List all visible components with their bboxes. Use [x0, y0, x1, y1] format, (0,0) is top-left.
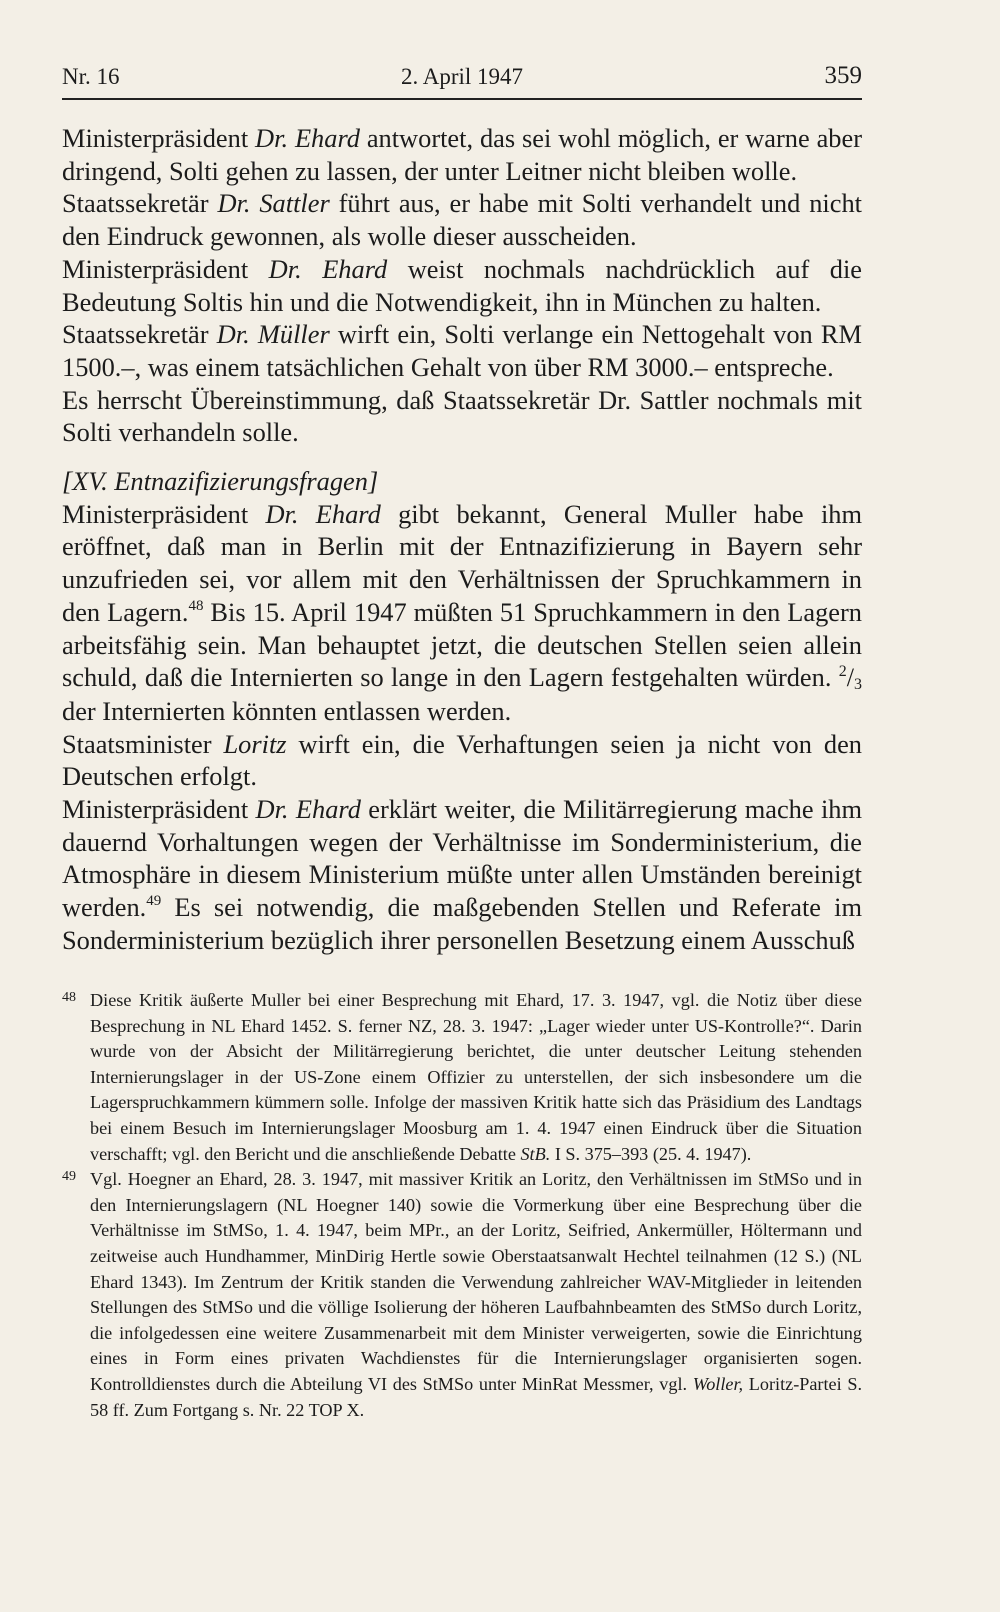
speaker-name: Ehard — [295, 794, 361, 825]
paragraph-text: Bis 15. April 1947 müßten 51 Spruchkammern in den Lagern arbeitsfähig sein. Man behauptet jetzt, die deutschen Stellen seien allein schuld, daß die Internierten so lange in den Lagern festgehalten würden. — [62, 596, 862, 693]
fraction-numerator: 2 — [838, 663, 847, 681]
footnote-49 — [62, 1167, 862, 1423]
paragraph — [62, 253, 862, 318]
speaker-name: Ehard — [315, 498, 381, 529]
footnote-text: Loritz-Partei S. 58 ff. Zum Fortgang s. Nr. 22 TOP X. — [90, 1373, 862, 1420]
speaker-title: Ministerpräsident — [62, 794, 256, 825]
paragraph — [62, 793, 862, 957]
section-heading: [XV. Entnazifizierungsfragen] — [62, 466, 379, 497]
paragraph-text: wirft ein, Solti verlange ein Nettogehalt von RM 1500.–, was einem tatsächlichen Gehalt von über RM 3000.– entspreche. — [62, 319, 862, 382]
paragraph-text: führt aus, er habe mit Solti verhandelt und nicht den Eindruck gewonnen, als wolle dieser ausscheiden. — [62, 188, 862, 252]
paragraph-text: antwortet, das sei wohl möglich, er warne aber dringend, Solti gehen zu lassen, der unter Leitner nicht bleiben wolle. — [62, 123, 862, 186]
page-number: 359 — [824, 62, 862, 89]
paragraph — [62, 498, 862, 728]
paragraph: Es herrscht Übereinstimmung, daß Staatssekretär Dr. Sattler nochmals mit Solti verhandeln solle. — [62, 384, 862, 448]
speaker-dr: Dr. — [255, 794, 296, 825]
speaker-dr: Dr. — [265, 498, 316, 529]
speaker-dr: Dr. — [255, 123, 295, 153]
paragraph — [62, 728, 862, 793]
footnote-number: 49 — [62, 1169, 76, 1185]
footnote-ref[interactable]: 48 — [188, 597, 204, 614]
main-text — [62, 122, 862, 957]
speaker-title: Ministerpräsident — [62, 253, 269, 284]
paragraph-text: erklärt weiter, die Militärregierung mache ihm dauernd Vorhaltungen wegen der Verhältnisse im Sonderministerium, die Atmosphäre in diesem Ministerium müßte unter allen Umständen bereinigt werden. — [62, 794, 862, 923]
speaker-dr: Dr. — [217, 188, 260, 219]
paragraph — [62, 187, 862, 252]
document-number: Nr. 16 — [62, 64, 120, 89]
footnote-48 — [62, 988, 862, 1167]
header-date: 2. April 1947 — [400, 64, 524, 89]
speaker-title: Ministerpräsident — [62, 498, 266, 529]
paragraph-text: weist nochmals nachdrücklich auf die Bedeutung Soltis hin und die Notwendigkeit, ihn in München zu halten. — [62, 253, 862, 317]
speaker-title: Staatssekretär — [62, 319, 217, 350]
fraction: $^2/_3$ — [838, 663, 862, 694]
footnote-ref[interactable]: 49 — [146, 893, 162, 910]
footnote-text: Vgl. Hoegner an Ehard, 28. 3. 1947, mit massiver Kritik an Loritz, den Verhältnissen im StMSo und in den Internierungslagern (NL Hoegner 140) sowie die Vormerkung über eine Besprechung über die Verhältnisse im StMSo, 1. 4. 1947, beim MPr., an der Loritz, Seifried, Ankermüller, Höltermann und zeitweise auch Hundhammer, MinDirig Hertle sowie Oberstaatsanwalt Hechtel teilnahmen (12 S.) (NL Ehard 1343). Im Zentrum der Kritik standen die Verwendung zahlreicher WAV-Mitglieder in leitenden Stellungen des StMSo und die völlige Isolierung der höheren Laufbahnbeamten des StMSo durch Loritz, die infolgedessen eine weitere Zusammenarbeit mit dem Minister verweigerten, sowie die Einrichtung eines in Form eines privaten Wachdienstes für die Internierungslager organisierten sogen. Kontrolldienstes durch die Abteilung VI des StMSo unter MinRat Messmer, vgl. — [90, 1169, 862, 1394]
paragraph-text: der Internierten könnten entlassen werden. — [62, 695, 512, 726]
footnote-italic: Woller, — [692, 1373, 744, 1394]
speaker-title: Staatssekretär — [62, 188, 218, 219]
footnote-italic: StB. — [520, 1143, 551, 1164]
paragraph-text: Es sei notwendig, die maßgebenden Stellen und Referate im Sonderministerium bezüglich ihrer personellen Besetzung einem Ausschuß — [62, 892, 862, 955]
speaker-dr: Dr. — [216, 319, 258, 350]
paragraph-text: gibt bekannt, General Muller habe ihm eröffnet, daß man in Berlin mit der Entnazifizierung in Bayern sehr unzufrieden sei, vor allem mit den Verhältnissen der Spruchkammern in den Lagern. — [62, 498, 862, 627]
header-rule — [62, 98, 862, 100]
speaker-name: Loritz — [223, 728, 287, 759]
footnote-text: I S. 375–393 (25. 4. 1947). — [550, 1143, 752, 1164]
speaker-dr: Dr. — [268, 253, 323, 284]
paragraph — [62, 318, 862, 383]
speaker-title: Ministerpräsident — [62, 123, 256, 153]
speaker-name: Ehard — [294, 123, 360, 153]
speaker-title: Staatsminister — [62, 728, 224, 759]
paragraph-text: wirft ein, die Verhaftungen seien ja nicht von den Deutschen erfolgt. — [62, 728, 862, 792]
running-header — [62, 58, 862, 92]
footnote-number: 48 — [62, 990, 76, 1005]
speaker-name: Ehard — [322, 253, 388, 284]
speaker-name: Sattler — [259, 188, 330, 219]
footnotes — [62, 988, 862, 1423]
paragraph — [62, 122, 862, 187]
speaker-name: Müller — [257, 319, 330, 350]
footnote-text: Diese Kritik äußerte Muller bei einer Besprechung mit Ehard, 17. 3. 1947, vgl. die Notiz über diese Besprechung in NL Ehard 1452. S. ferner NZ, 28. 3. 1947: „Lager wieder unter US-Kontrolle?“. Darin wurde von der Absicht der Militärregierung berichtet, die unter deutscher Leitung stehenden Internierungslager in der US-Zone einem Offizier zu unterstellen, der sich insbesondere um die Lagerspruchkammern kümmern solle. Infolge der massiven Kritik hatte sich das Präsidium des Landtags bei einem Besuch im Internierungslager Moosburg am 1. 4. 1947 einen Eindruck über die Situation verschafft; vgl. den Bericht und die anschließende Debatte — [90, 990, 862, 1164]
fraction-denominator: 3 — [854, 676, 862, 694]
